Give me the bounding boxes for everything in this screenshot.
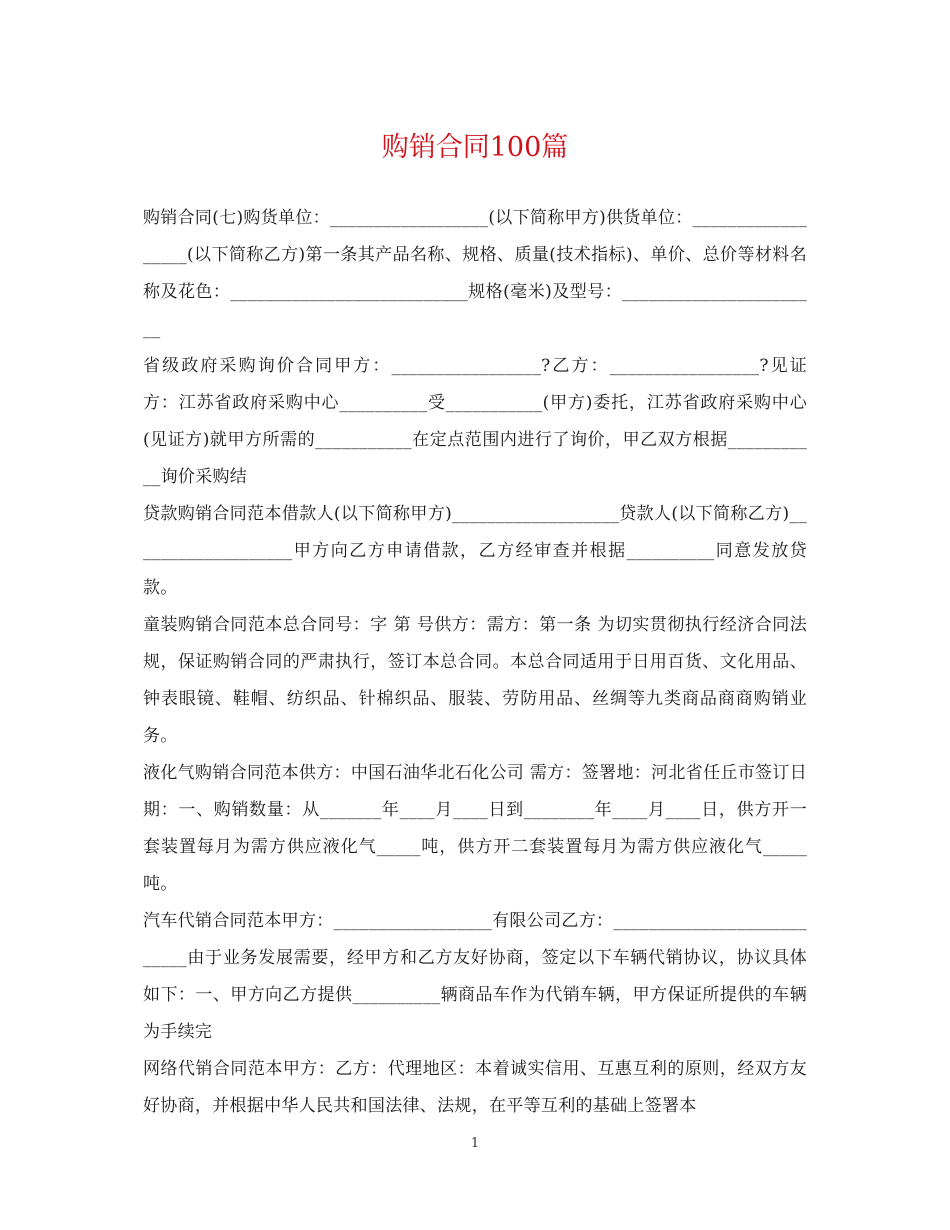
paragraph-online-consignment: 网络代销合同范本甲方：乙方：代理地区：本着诚实信用、互惠互利的原则，经双方友好协商，并根据中华人民共和国法律、法规，在平等互利的基础上签署本 xyxy=(143,1059,807,1116)
document-title: 购销合同100篇 xyxy=(381,132,569,163)
paragraph-purchase-contract: 购销合同(七)购货单位：__________________(以下简称甲方)供货单位：__________________(以下简称乙方)第一条其产品名称、规格、质量(技术指标)、单价、总价等材料名称及花色：___________________________规格(毫米)及型号：_______________________ xyxy=(143,208,807,339)
paragraph-car-consignment: 汽车代销合同范本甲方：__________________有限公司乙方：___________________________由于业务发展需要，经甲方和乙方友好协商，签定以下车辆代销协议，协议具体如下：一、甲方向乙方提供__________辆商品车作为代销车辆，甲方保证所提供的车辆为手续完 xyxy=(143,911,807,1042)
paragraph-government-procurement: 省级政府采购询价合同甲方：_________________?乙方：_________________?见证方：江苏省政府采购中心__________受___________(甲方)委托，江苏省政府采购中心(见证方)就甲方所需的___________在定点范围内进行了询价，甲乙双方根据___________询价采购结 xyxy=(143,356,807,487)
page-number: 1 xyxy=(470,1136,480,1151)
document-body xyxy=(143,200,807,1125)
paragraph-lpg-contract: 液化气购销合同范本供方：中国石油华北石化公司 需方：签署地：河北省任丘市签订日期：一、购销数量：从_______年____月____日到________年____月____日，供方开一套装置每月为需方供应液化气_____吨，供方开二套装置每月为需方供应液化气_____吨。 xyxy=(143,763,807,894)
paragraph-loan-contract: 贷款购销合同范本借款人(以下简称甲方)___________________贷款人(以下简称乙方)___________________甲方向乙方申请借款，乙方经审查并根据__________同意发放贷款。 xyxy=(143,504,807,598)
paragraph-childrens-clothing: 童装购销合同范本总合同号：字 第 号供方：需方：第一条 为切实贯彻执行经济合同法规，保证购销合同的严肃执行，签订本总合同。本总合同适用于日用百货、文化用品、钟表眼镜、鞋帽、纺织品、针棉织品、服装、劳防用品、丝绸等九类商品商商购销业务。 xyxy=(143,615,807,746)
